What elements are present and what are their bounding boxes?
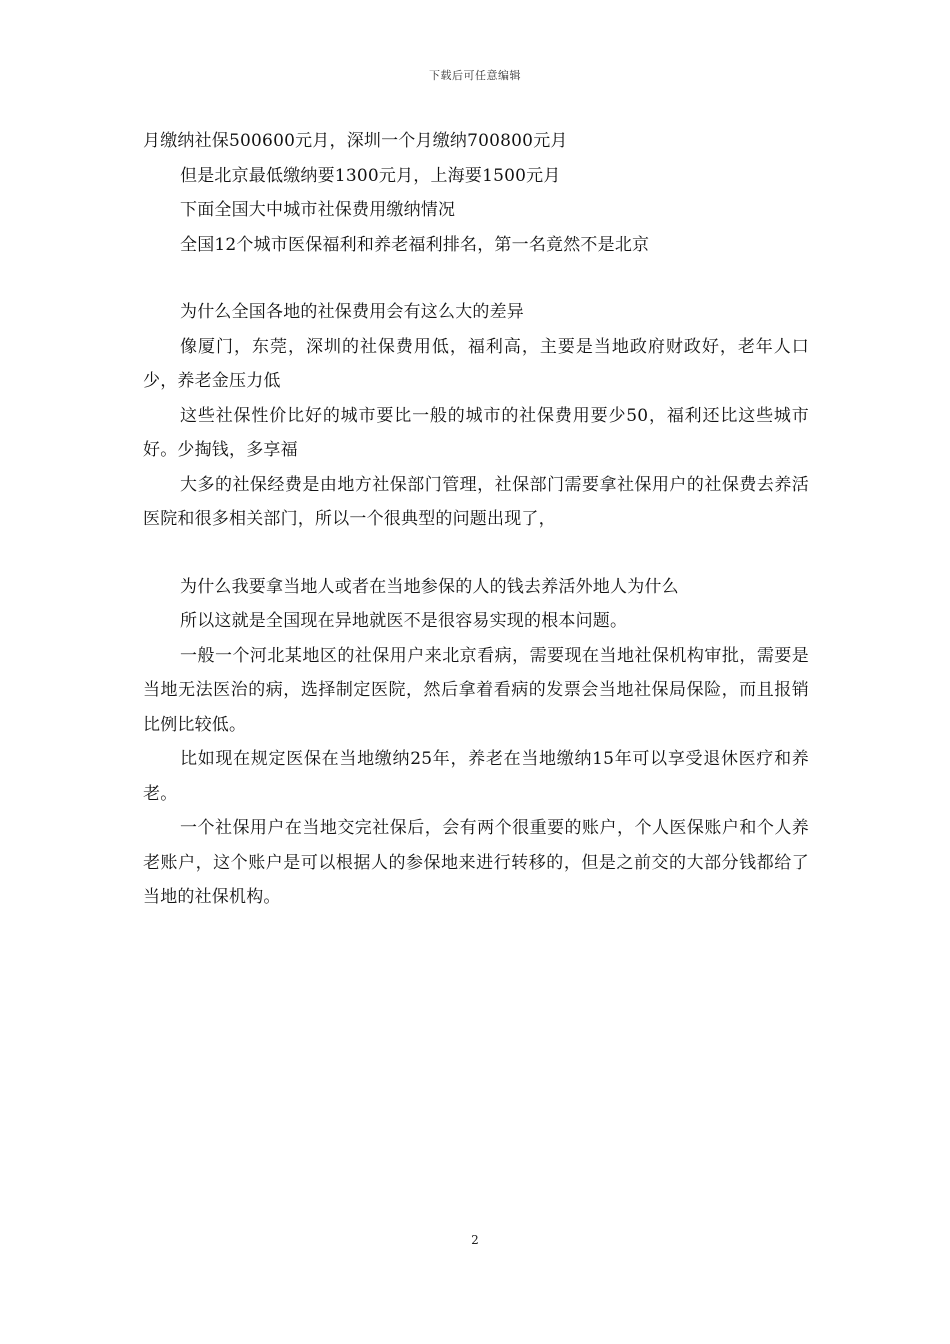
paragraph: 为什么我要拿当地人或者在当地参保的人的钱去养活外地人为什么 [180,576,679,597]
paragraph: 像厦门，东莞，深圳的社保费用低，福利高，主要是当地政府财政好，老年人口少，养老金压力低 [143,336,809,391]
page-number: 2 [471,1233,479,1247]
paragraph: 下面全国大中城市社保费用缴纳情况 [180,200,456,220]
document-body [143,124,809,915]
paragraph: 大多的社保经费是由地方社保部门管理，社保部门需要拿社保用户的社保费去养活医院和很多相关部门，所以一个很典型的问题出现了， [143,474,809,529]
paragraph: 全国12个城市医保福利和养老福利排名，第一名竟然不是北京 [180,234,650,255]
paragraph: 所以这就是全国现在异地就医不是很容易实现的根本问题。 [180,611,628,631]
paragraph-spacer [143,537,809,570]
paragraph: 一般一个河北某地区的社保用户来北京看病，需要现在当地社保机构审批，需要是当地无法医治的病，选择制定医院，然后拿着看病的发票会当地社保局保险，而且报销比例比较低。 [143,645,809,735]
paragraph-spacer [143,262,809,295]
paragraph: 一个社保用户在当地交完社保后，会有两个很重要的账户，个人医保账户和个人养老账户，这个账户是可以根据人的参保地来进行转移的，但是之前交的大部分钱都给了当地的社保机构。 [143,818,809,907]
paragraph: 月缴纳社保500600元月，深圳一个月缴纳700800元月 [143,131,568,151]
paragraph: 为什么全国各地的社保费用会有这么大的差异 [180,302,524,322]
paragraph: 这些社保性价比好的城市要比一般的城市的社保费用要少50，福利还比这些城市好。少掏钱，多享福 [143,405,809,460]
page-header: 下载后可任意编辑 [429,69,521,82]
paragraph: 但是北京最低缴纳要1300元月，上海要1500元月 [180,165,561,186]
paragraph: 比如现在规定医保在当地缴纳25年，养老在当地缴纳15年可以享受退休医疗和养老。 [143,749,809,804]
